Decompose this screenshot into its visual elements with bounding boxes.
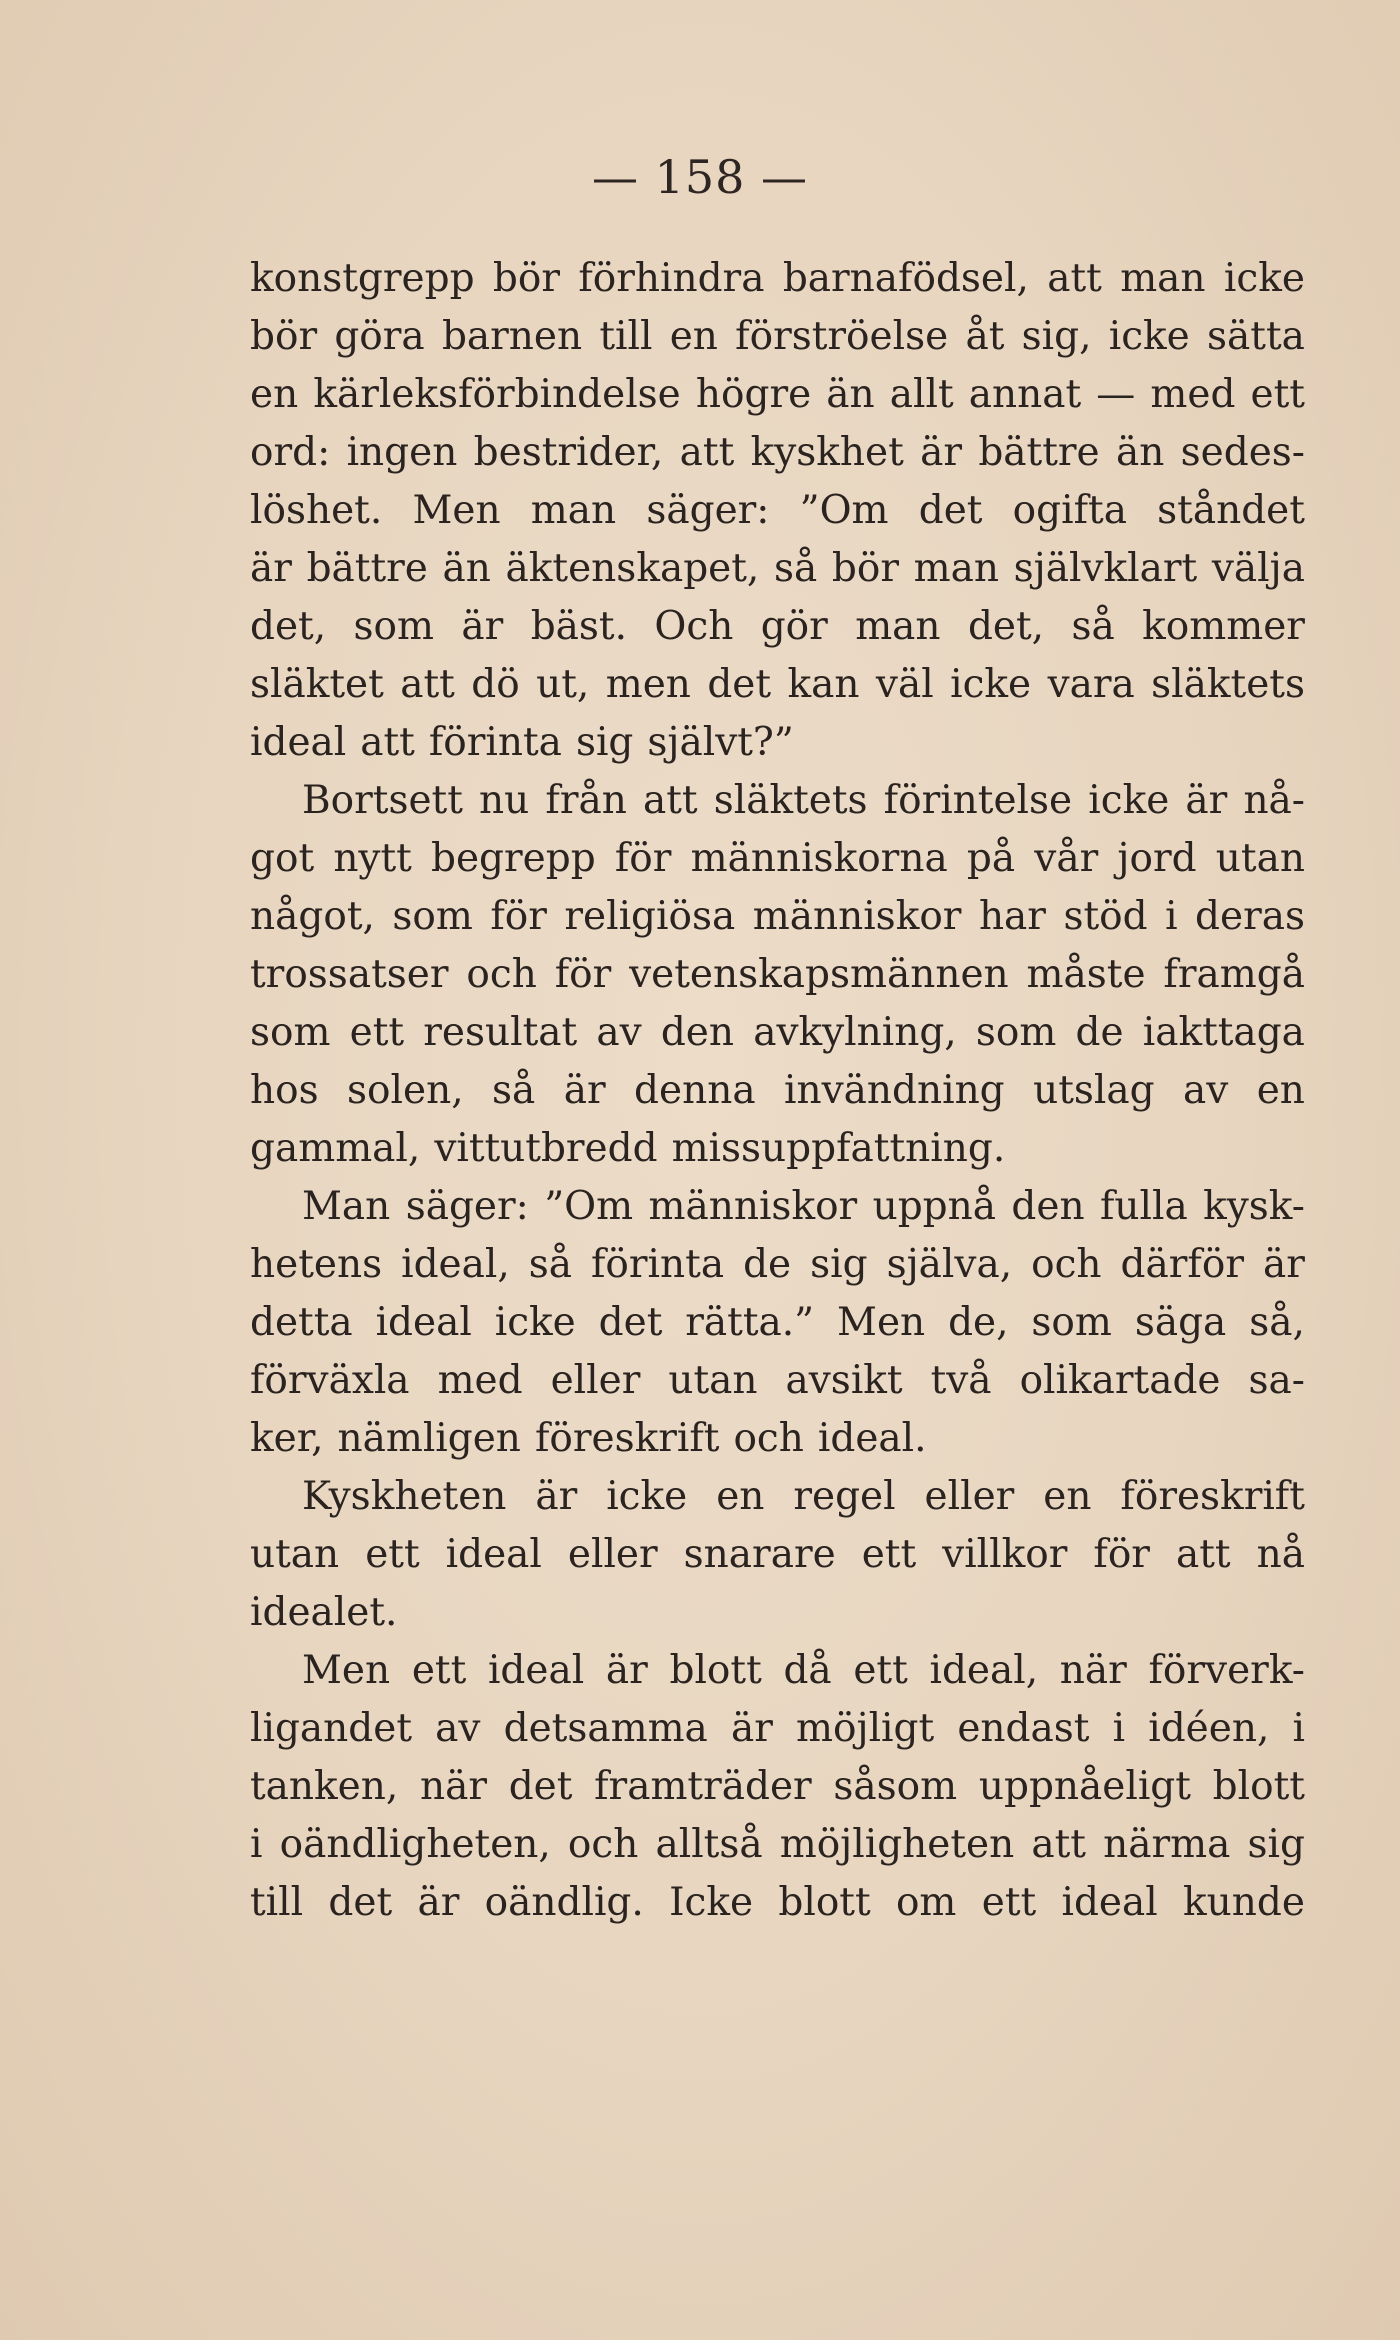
word: väl bbox=[875, 662, 934, 707]
word: detsamma bbox=[503, 1706, 708, 1751]
word: som bbox=[975, 1010, 1057, 1055]
word: Bortsett bbox=[302, 778, 463, 823]
text-line bbox=[250, 714, 1305, 772]
word: ett bbox=[853, 1648, 908, 1693]
word: ideal, bbox=[929, 1648, 1039, 1693]
word: det bbox=[508, 1764, 573, 1809]
word: är bbox=[605, 1648, 648, 1693]
text-line bbox=[250, 1700, 1305, 1758]
word: Men bbox=[302, 1648, 391, 1693]
word: ideal bbox=[1061, 1880, 1158, 1925]
word: och bbox=[466, 952, 537, 997]
word: en bbox=[1256, 1068, 1305, 1113]
word: i bbox=[1292, 1706, 1305, 1751]
word: kysk- bbox=[1203, 1184, 1305, 1229]
word: så bbox=[492, 1068, 536, 1113]
word: — bbox=[1096, 372, 1136, 417]
word: av bbox=[1183, 1068, 1229, 1113]
word: att bbox=[400, 662, 455, 707]
word: begrepp bbox=[431, 836, 596, 881]
text-line bbox=[250, 830, 1305, 888]
word: ideal bbox=[445, 1532, 542, 1577]
word: olikartade bbox=[1019, 1358, 1221, 1403]
word: man bbox=[855, 604, 941, 649]
word: så bbox=[528, 1242, 572, 1287]
word: framgå bbox=[1163, 952, 1305, 997]
word: ett bbox=[981, 1880, 1037, 1925]
word: eller bbox=[550, 1358, 641, 1403]
word: och bbox=[733, 1416, 804, 1461]
word: att bbox=[1047, 256, 1102, 301]
word: ideal bbox=[375, 1300, 472, 1345]
text-line bbox=[250, 308, 1305, 366]
text-line bbox=[250, 772, 1305, 830]
text-line bbox=[250, 656, 1305, 714]
word: är bbox=[1262, 1242, 1305, 1287]
word: till bbox=[250, 1880, 304, 1925]
word: ligandet bbox=[250, 1706, 412, 1751]
text-line bbox=[250, 250, 1305, 308]
word: en bbox=[669, 314, 718, 359]
word: att bbox=[679, 430, 735, 475]
word: självklart bbox=[1013, 546, 1198, 591]
word: nu bbox=[479, 778, 530, 823]
word: självt?” bbox=[647, 720, 794, 765]
word: blott bbox=[778, 1880, 871, 1925]
word: ett bbox=[365, 1532, 420, 1577]
word: göra bbox=[334, 314, 425, 359]
word: vittutbredd bbox=[434, 1126, 658, 1171]
word: ”Om bbox=[544, 1184, 634, 1229]
word: utan bbox=[1215, 836, 1305, 881]
word: en bbox=[716, 1474, 765, 1519]
text-line bbox=[250, 482, 1305, 540]
word: rätta.” bbox=[685, 1300, 815, 1345]
word: släktet bbox=[250, 662, 384, 707]
word: uppnå bbox=[872, 1184, 997, 1229]
word: sig bbox=[575, 720, 634, 765]
word: dö bbox=[471, 662, 520, 707]
word: åt bbox=[965, 314, 1005, 359]
word: man bbox=[530, 488, 617, 533]
word: oändligheten, bbox=[279, 1822, 551, 1867]
word: de bbox=[1075, 1010, 1124, 1055]
word: människor bbox=[752, 894, 962, 939]
text-line bbox=[250, 1874, 1305, 1932]
word: man bbox=[913, 546, 1000, 591]
word: avsikt bbox=[785, 1358, 903, 1403]
word: nå- bbox=[1243, 778, 1305, 823]
word: ideal bbox=[487, 1648, 585, 1693]
word: det bbox=[918, 488, 983, 533]
word: sätta bbox=[1207, 314, 1305, 359]
word: Men bbox=[837, 1300, 926, 1345]
text-line bbox=[250, 946, 1305, 1004]
word: en bbox=[250, 372, 299, 417]
word: framträder bbox=[594, 1764, 812, 1809]
word: än bbox=[1115, 430, 1165, 475]
word: äktenskapet, bbox=[505, 546, 760, 591]
word: vara bbox=[1047, 662, 1135, 707]
word: oändlig. bbox=[484, 1880, 644, 1925]
word: Och bbox=[654, 604, 734, 649]
word: ett bbox=[1250, 372, 1305, 417]
word: de, bbox=[948, 1300, 1009, 1345]
word: endast bbox=[957, 1706, 1090, 1751]
word: kunde bbox=[1183, 1880, 1305, 1925]
word: att bbox=[1175, 1532, 1231, 1577]
word: bäst. bbox=[530, 604, 627, 649]
word: och bbox=[1031, 1242, 1102, 1287]
word: släktets bbox=[1151, 662, 1305, 707]
word: som bbox=[353, 604, 434, 649]
word: det bbox=[707, 662, 772, 707]
word: förhindra bbox=[578, 256, 765, 301]
word: möjligheten bbox=[779, 1822, 1015, 1867]
word: bättre bbox=[978, 430, 1100, 475]
word: utslag bbox=[1033, 1068, 1155, 1113]
word: säger: bbox=[405, 1184, 529, 1229]
word: för bbox=[614, 836, 672, 881]
text-line bbox=[250, 888, 1305, 946]
word: är bbox=[563, 1068, 606, 1113]
word: kan bbox=[787, 662, 860, 707]
word: ståndet bbox=[1157, 488, 1305, 533]
page-number: — 158 — bbox=[591, 150, 809, 204]
text-line bbox=[250, 1294, 1305, 1352]
word: snarare bbox=[683, 1532, 836, 1577]
word: i bbox=[250, 1822, 263, 1867]
word: när bbox=[1059, 1648, 1127, 1693]
word: för bbox=[554, 952, 612, 997]
word: förintelse bbox=[883, 778, 1073, 823]
word: kärleksförbindelse bbox=[313, 372, 681, 417]
word: att bbox=[1031, 1822, 1086, 1867]
word: från bbox=[545, 778, 627, 823]
word: resultat bbox=[423, 1010, 578, 1055]
word: eller bbox=[924, 1474, 1015, 1519]
word: sig, bbox=[1021, 314, 1092, 359]
word: regel bbox=[793, 1474, 896, 1519]
text-line bbox=[250, 1758, 1305, 1816]
word: denna bbox=[634, 1068, 756, 1113]
text-line bbox=[250, 1526, 1305, 1584]
word: sa- bbox=[1248, 1358, 1305, 1403]
word: fulla bbox=[1099, 1184, 1188, 1229]
word: förväxla bbox=[250, 1358, 410, 1403]
word: det, bbox=[250, 604, 327, 649]
word: det bbox=[598, 1300, 663, 1345]
word: i bbox=[1112, 1706, 1126, 1751]
word: detta bbox=[250, 1300, 353, 1345]
word: avkylning, bbox=[753, 1010, 957, 1055]
word: Men bbox=[412, 488, 501, 533]
word: att bbox=[642, 778, 698, 823]
word: nå bbox=[1256, 1532, 1305, 1577]
word: kommer bbox=[1142, 604, 1305, 649]
word: än bbox=[442, 546, 491, 591]
word: ut, bbox=[536, 662, 590, 707]
body-text bbox=[250, 250, 1305, 1932]
word: en bbox=[1043, 1474, 1092, 1519]
text-line bbox=[250, 598, 1305, 656]
word: högre bbox=[695, 372, 812, 417]
word: hetens bbox=[250, 1242, 383, 1287]
word: icke bbox=[1108, 314, 1190, 359]
word: och bbox=[567, 1822, 639, 1867]
word: iakttaga bbox=[1142, 1010, 1305, 1055]
word: det bbox=[328, 1880, 393, 1925]
word: eller bbox=[567, 1532, 658, 1577]
word: ord: bbox=[250, 430, 331, 475]
word: ogifta bbox=[1012, 488, 1127, 533]
word: så bbox=[1071, 604, 1115, 649]
word: i bbox=[1165, 894, 1178, 939]
word: förströelse bbox=[735, 314, 949, 359]
word: till bbox=[599, 314, 653, 359]
text-line bbox=[250, 540, 1305, 598]
word: ingen bbox=[346, 430, 458, 475]
word: ett bbox=[349, 1010, 405, 1055]
word: barnafödsel, bbox=[782, 256, 1029, 301]
word: att bbox=[360, 720, 415, 765]
word: hos bbox=[250, 1068, 319, 1113]
word: som bbox=[1031, 1300, 1112, 1345]
word: deras bbox=[1195, 894, 1305, 939]
word: förverk- bbox=[1148, 1648, 1305, 1693]
word: villkor bbox=[942, 1532, 1068, 1577]
word: som bbox=[250, 1010, 331, 1055]
text-line bbox=[250, 1178, 1305, 1236]
word: släktets bbox=[713, 778, 868, 823]
word: sig bbox=[1247, 1822, 1305, 1867]
word: blott bbox=[1212, 1764, 1305, 1809]
word: därför bbox=[1120, 1242, 1244, 1287]
word: bestrider, bbox=[473, 430, 664, 475]
word: förinta bbox=[591, 1242, 725, 1287]
word: två bbox=[930, 1358, 992, 1403]
word: utan bbox=[668, 1358, 758, 1403]
word: Icke bbox=[669, 1880, 754, 1925]
word: kyskhet bbox=[750, 430, 904, 475]
word: den bbox=[660, 1010, 735, 1055]
word: ideal bbox=[250, 720, 347, 765]
word: idealet. bbox=[250, 1590, 398, 1635]
word: då bbox=[783, 1648, 832, 1693]
word: icke bbox=[606, 1474, 688, 1519]
word: alltså bbox=[655, 1822, 763, 1867]
word: föreskrift bbox=[534, 1416, 720, 1461]
word: icke bbox=[1088, 778, 1170, 823]
word: sig bbox=[810, 1242, 868, 1287]
word: av bbox=[596, 1010, 642, 1055]
word: för bbox=[490, 894, 547, 939]
text-line bbox=[250, 1004, 1305, 1062]
word: människorna bbox=[690, 836, 948, 881]
word: trossatser bbox=[250, 952, 449, 997]
word: förinta bbox=[428, 720, 562, 765]
word: än bbox=[826, 372, 875, 417]
word: när bbox=[419, 1764, 487, 1809]
word: gör bbox=[760, 604, 828, 649]
text-line bbox=[250, 1062, 1305, 1120]
word: för bbox=[1093, 1532, 1150, 1577]
word: uppnåeligt bbox=[978, 1764, 1191, 1809]
word: idéen, bbox=[1148, 1706, 1270, 1751]
word: välja bbox=[1211, 546, 1305, 591]
text-line bbox=[250, 1468, 1305, 1526]
word: icke bbox=[494, 1300, 576, 1345]
word: något, bbox=[250, 894, 375, 939]
word: bättre bbox=[306, 546, 428, 591]
word: med bbox=[437, 1358, 523, 1403]
word: är bbox=[461, 604, 504, 649]
word: jord bbox=[1117, 836, 1197, 881]
word: men bbox=[605, 662, 691, 707]
word: gammal, bbox=[250, 1126, 421, 1171]
word: ideal, bbox=[401, 1242, 510, 1287]
text-line bbox=[250, 1816, 1305, 1874]
word: av bbox=[435, 1706, 481, 1751]
word: är bbox=[920, 430, 962, 475]
text-line bbox=[250, 1642, 1305, 1700]
text-line bbox=[250, 1410, 1305, 1468]
word: missuppfattning. bbox=[671, 1126, 1006, 1171]
word: det, bbox=[967, 604, 1045, 649]
word: tanken, bbox=[250, 1764, 399, 1809]
text-line bbox=[250, 1120, 1305, 1178]
word: Kyskheten bbox=[302, 1474, 507, 1519]
word: ”Om bbox=[799, 488, 889, 533]
word: så, bbox=[1249, 1300, 1305, 1345]
text-line bbox=[250, 1584, 1305, 1642]
word: är bbox=[535, 1474, 578, 1519]
word: nämligen bbox=[337, 1416, 521, 1461]
word: om bbox=[895, 1880, 957, 1925]
word: Man bbox=[302, 1184, 391, 1229]
word: närma bbox=[1103, 1822, 1231, 1867]
word: ideal. bbox=[817, 1416, 927, 1461]
word: möjligt bbox=[796, 1706, 935, 1751]
word: religiösa bbox=[564, 894, 736, 939]
word: är bbox=[250, 546, 292, 591]
word: bör bbox=[250, 314, 318, 359]
text-line bbox=[250, 366, 1305, 424]
word: själva, bbox=[886, 1242, 1013, 1287]
word: stöd bbox=[1063, 894, 1148, 939]
word: som bbox=[392, 894, 473, 939]
word: konstgrepp bbox=[250, 256, 475, 301]
word: är bbox=[1185, 778, 1228, 823]
word: ker, bbox=[250, 1416, 324, 1461]
text-line bbox=[250, 424, 1305, 482]
word: människor bbox=[648, 1184, 858, 1229]
word: solen, bbox=[347, 1068, 464, 1113]
word: har bbox=[978, 894, 1046, 939]
word: på bbox=[966, 836, 1016, 881]
word: ett bbox=[861, 1532, 917, 1577]
text-line bbox=[250, 1236, 1305, 1294]
word: got bbox=[250, 836, 315, 881]
word: barnen bbox=[441, 314, 583, 359]
word: med bbox=[1150, 372, 1236, 417]
word: bör bbox=[831, 546, 899, 591]
word: säga bbox=[1134, 1300, 1227, 1345]
word: allt bbox=[889, 372, 954, 417]
word: vetenskapsmännen bbox=[629, 952, 1009, 997]
word: är bbox=[730, 1706, 773, 1751]
word: bör bbox=[492, 256, 560, 301]
word: utan bbox=[250, 1532, 340, 1577]
word: löshet. bbox=[250, 488, 383, 533]
word: blott bbox=[669, 1648, 762, 1693]
word: måste bbox=[1026, 952, 1146, 997]
word: säger: bbox=[646, 488, 770, 533]
word: man bbox=[1120, 256, 1206, 301]
word: ett bbox=[411, 1648, 467, 1693]
word: så bbox=[773, 546, 818, 591]
word: den bbox=[1011, 1184, 1085, 1229]
word: invändning bbox=[784, 1068, 1005, 1113]
word: icke bbox=[950, 662, 1032, 707]
word: är bbox=[417, 1880, 460, 1925]
word: såsom bbox=[833, 1764, 958, 1809]
word: sedes- bbox=[1180, 430, 1305, 475]
word: de bbox=[743, 1242, 792, 1287]
word: föreskrift bbox=[1120, 1474, 1305, 1519]
word: vår bbox=[1034, 836, 1099, 881]
word: annat bbox=[968, 372, 1082, 417]
word: nytt bbox=[333, 836, 412, 881]
text-line bbox=[250, 1352, 1305, 1410]
word: icke bbox=[1223, 256, 1305, 301]
